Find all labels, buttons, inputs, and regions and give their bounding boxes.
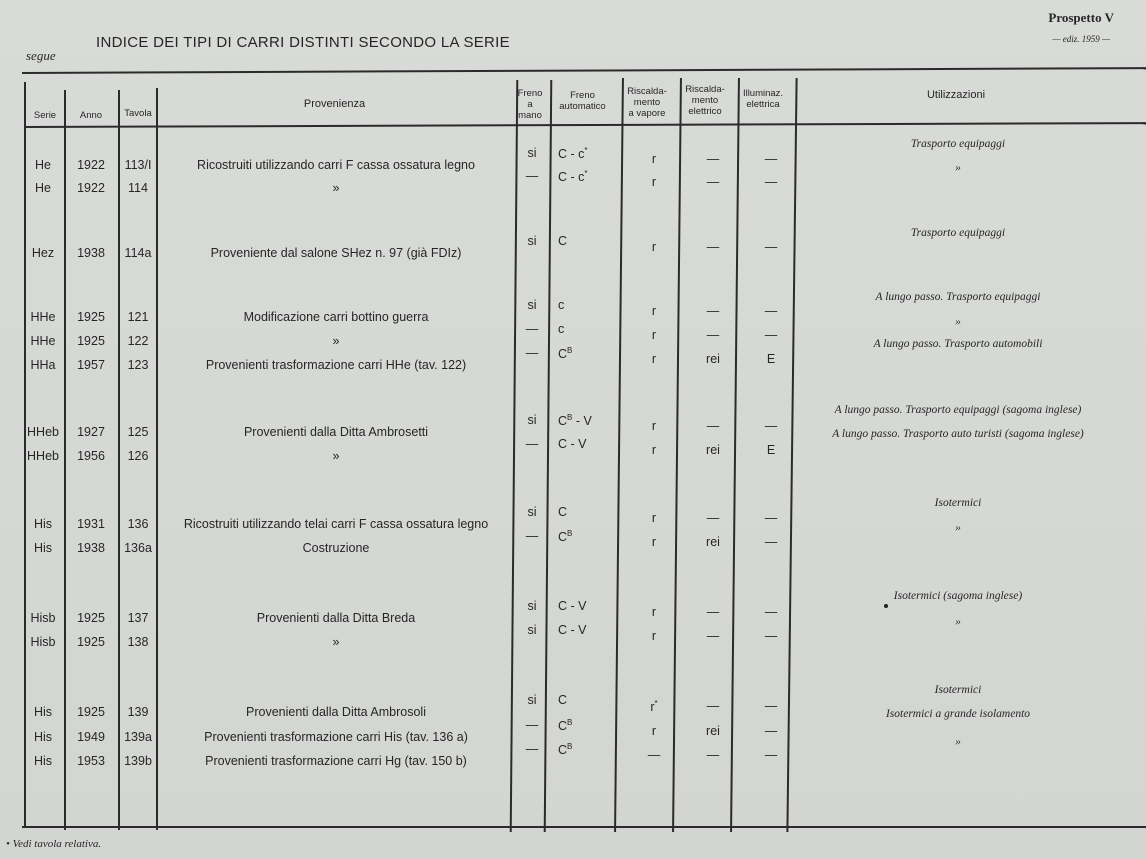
cell-serie: HHa [30,358,56,372]
cell-provenienza: Provenienti dalla Ditta Ambrosetti [243,425,429,439]
cell-freno-mano: si [527,234,537,248]
col-rule [118,90,120,830]
cell-risc-vapore: r [651,443,657,457]
cell-utilizzazioni: A lungo passo. Trasporto equipaggi (sagoma inglese) [834,404,1082,416]
cell-tavola: 114a [124,246,152,260]
cell-freno-auto: c [558,298,565,312]
cell-freno-mano: si [527,505,537,519]
cell-tavola: 123 [127,358,149,372]
cell-anno: 1925 [77,334,105,348]
cell-illuminaz: — [764,152,778,166]
cell-risc-vapore: r [651,175,657,189]
cell-tavola: 113/I [124,158,152,172]
cell-anno: 1938 [77,541,105,555]
page-title: INDICE DEI TIPI DI CARRI DISTINTI SECONDO LA SERIE [96,34,510,51]
cell-utilizzazioni: A lungo passo. Trasporto auto turisti (sagoma inglese) [832,428,1084,440]
cell-anno: 1925 [77,611,105,625]
cell-utilizzazioni: » [955,736,961,748]
cell-serie: Hisb [30,611,56,625]
cell-illuminaz: — [764,605,778,619]
cell-risc-vapore: r* [650,699,658,715]
cell-freno-mano: — [525,346,539,360]
cell-illuminaz: — [764,748,778,762]
bullet-dot [884,604,888,608]
cell-risc-elettrico: — [706,699,720,713]
col-rule [510,80,518,832]
cell-tavola: 139 [127,705,149,719]
cell-risc-vapore: r [651,152,657,166]
cell-tavola: 121 [127,310,149,324]
cell-illuminaz: — [764,304,778,318]
cell-utilizzazioni: » [955,316,961,328]
header-bottom-rule [24,122,1146,128]
cell-risc-vapore: r [651,419,657,433]
cell-provenienza: Costruzione [302,541,370,555]
cell-risc-elettrico: rei [706,443,720,457]
cell-provenienza: Ricostruiti utilizzando telai carri F cassa ossatura legno [183,517,489,531]
cell-provenienza: Ricostruiti utilizzando carri F cassa ossatura legno [197,158,475,172]
col-rule [24,82,26,828]
segue-label: segue [26,48,56,63]
cell-freno-mano: — [525,529,539,543]
col-rule [156,88,158,830]
cell-freno-auto: $C^B$ [558,346,573,362]
cell-freno-auto: C - c* [558,169,588,185]
cell-risc-vapore: r [651,535,657,549]
cell-freno-mano: — [525,322,539,336]
cell-provenienza: » [332,181,340,195]
cell-risc-elettrico: — [706,511,720,525]
cell-freno-mano: si [527,623,537,637]
cell-serie: He [35,158,51,172]
cell-risc-vapore: r [651,328,657,342]
cell-tavola: 114 [128,181,148,195]
cell-anno: 1922 [77,181,105,195]
cell-tavola: 137 [127,611,149,625]
footnote-text: Vedi tavola relativa. [12,838,102,850]
cell-freno-mano: si [527,693,537,707]
cell-freno-mano: — [525,169,539,183]
cell-risc-vapore: r [651,511,657,525]
col-rule [786,78,797,832]
cell-serie: His [33,517,53,531]
cell-risc-elettrico: — [706,605,720,619]
cell-freno-mano: — [525,742,539,756]
cell-risc-vapore: — [647,748,661,762]
col-rule [64,90,66,830]
cell-risc-elettrico: — [706,175,720,189]
cell-utilizzazioni: Trasporto equipaggi [910,138,1006,150]
cell-illuminaz: E [766,443,776,457]
header-serie: Serie [33,110,57,121]
cell-freno-mano: si [527,298,537,312]
cell-risc-vapore: r [651,629,657,643]
cell-serie: HHeb [27,449,59,463]
cell-utilizzazioni: » [955,162,961,174]
cell-anno: 1925 [77,705,105,719]
cell-freno-auto: $C^B$ [558,718,573,734]
cell-risc-vapore: r [651,605,657,619]
col-rule [544,80,552,832]
cell-anno: 1931 [77,517,105,531]
cell-anno: 1927 [77,425,105,439]
cell-tavola: 136a [124,541,152,555]
cell-provenienza: Provenienti trasformazione carri Hg (tav. 150 b) [205,754,467,768]
footnote: • Vedi tavola relativa. [6,838,102,850]
cell-utilizzazioni: Isotermici (sagoma inglese) [893,590,1023,602]
cell-freno-auto: C - V [558,623,587,637]
cell-freno-mano: si [527,413,537,427]
col-rule [614,78,623,832]
cell-anno: 1957 [77,358,105,372]
header-utilizzazioni: Utilizzazioni [926,89,986,101]
cell-provenienza: » [332,334,340,348]
prospetto-label: Prospetto V [1048,10,1114,25]
cell-risc-elettrico: — [706,629,720,643]
cell-freno-mano: — [525,718,539,732]
header-tavola: Tavola [124,108,152,119]
cell-illuminaz: — [764,328,778,342]
cell-serie: His [33,705,53,719]
cell-freno-auto: C - V [558,599,587,613]
cell-freno-mano: si [527,599,537,613]
cell-serie: His [33,730,53,744]
cell-tavola: 122 [127,334,149,348]
cell-freno-auto: $C^B$ [558,742,573,758]
cell-serie: Hisb [30,635,56,649]
cell-risc-vapore: r [651,724,657,738]
cell-risc-elettrico: — [706,748,720,762]
cell-illuminaz: — [764,419,778,433]
header-riscaldamento-elettrico: Riscalda- mento elettrico [685,84,725,117]
cell-anno: 1956 [77,449,105,463]
cell-freno-auto: C - c* [558,146,588,162]
cell-tavola: 125 [127,425,149,439]
cell-risc-elettrico: rei [706,535,720,549]
cell-illuminaz: — [764,240,778,254]
col-rule [672,78,681,832]
cell-utilizzazioni: A lungo passo. Trasporto equipaggi [875,291,1041,303]
header-riscaldamento-vapore: Riscalda- mento a vapore [627,86,667,119]
cell-serie: His [33,541,53,555]
cell-provenienza: Provenienti trasformazione carri HHe (tav. 122) [205,358,467,372]
cell-utilizzazioni: Isotermici [934,684,982,696]
header-freno-mano: Freno a mano [517,88,543,121]
cell-provenienza: Provenienti dalla Ditta Ambrosoli [246,705,426,719]
cell-tavola: 138 [127,635,149,649]
cell-freno-auto: C [558,505,568,519]
cell-provenienza: » [332,635,340,649]
cell-tavola: 139b [124,754,152,768]
header-freno-automatico: Freno automatico [559,90,606,112]
cell-provenienza: Provenienti trasformazione carri His (tav. 136 a) [204,730,468,744]
cell-illuminaz: E [766,352,776,366]
cell-tavola: 136 [127,517,149,531]
cell-serie: HHe [30,310,56,324]
cell-risc-vapore: r [651,352,657,366]
cell-risc-elettrico: — [706,240,720,254]
cell-risc-elettrico: — [706,328,720,342]
cell-illuminaz: — [764,629,778,643]
cell-risc-elettrico: rei [706,352,720,366]
cell-freno-auto: c [558,322,565,336]
cell-illuminaz: — [764,535,778,549]
header-anno: Anno [79,110,103,121]
edition-label: — ediz. 1959 — [1052,34,1110,44]
cell-freno-mano: si [527,146,537,160]
cell-serie: HHeb [27,425,59,439]
header-illuminazione: Illuminaz. elettrica [742,88,784,110]
cell-anno: 1925 [77,635,105,649]
cell-provenienza: Provenienti dalla Ditta Breda [256,611,416,625]
cell-anno: 1922 [77,158,105,172]
cell-risc-elettrico: — [706,419,720,433]
col-rule [730,78,739,832]
table-top-rule [22,67,1146,74]
cell-freno-auto: C [558,693,568,707]
cell-freno-auto: C [558,234,568,248]
header-provenienza: Provenienza [303,98,366,110]
cell-risc-vapore: r [651,240,657,254]
cell-illuminaz: — [764,175,778,189]
cell-serie: He [35,181,51,195]
cell-utilizzazioni: » [955,522,961,534]
cell-anno: 1949 [77,730,105,744]
cell-provenienza: » [332,449,340,463]
cell-serie: HHe [30,334,56,348]
cell-freno-mano: — [525,437,539,451]
cell-utilizzazioni: » [955,616,961,628]
cell-utilizzazioni: Isotermici [934,497,982,509]
cell-illuminaz: — [764,511,778,525]
cell-tavola: 126 [127,449,149,463]
cell-risc-elettrico: rei [706,724,720,738]
cell-utilizzazioni: Isotermici a grande isolamento [885,708,1031,720]
cell-provenienza: Proveniente dal salone SHez n. 97 (già FDIz) [210,246,462,260]
table-bottom-rule [22,826,1146,828]
cell-freno-auto: C - V [558,437,587,451]
cell-serie: His [33,754,53,768]
cell-anno: 1953 [77,754,105,768]
cell-utilizzazioni: Trasporto equipaggi [910,227,1006,239]
cell-risc-vapore: r [651,304,657,318]
cell-freno-auto: $C^B$ [558,529,573,545]
cell-provenienza: Modificazione carri bottino guerra [243,310,429,324]
cell-serie: Hez [31,246,55,260]
cell-freno-auto: $C^B$ - V [558,413,592,429]
cell-tavola: 139a [124,730,152,744]
cell-utilizzazioni: A lungo passo. Trasporto automobili [873,338,1043,350]
cell-anno: 1938 [77,246,105,260]
cell-illuminaz: — [764,699,778,713]
cell-risc-elettrico: — [706,152,720,166]
cell-risc-elettrico: — [706,304,720,318]
cell-illuminaz: — [764,724,778,738]
cell-anno: 1925 [77,310,105,324]
